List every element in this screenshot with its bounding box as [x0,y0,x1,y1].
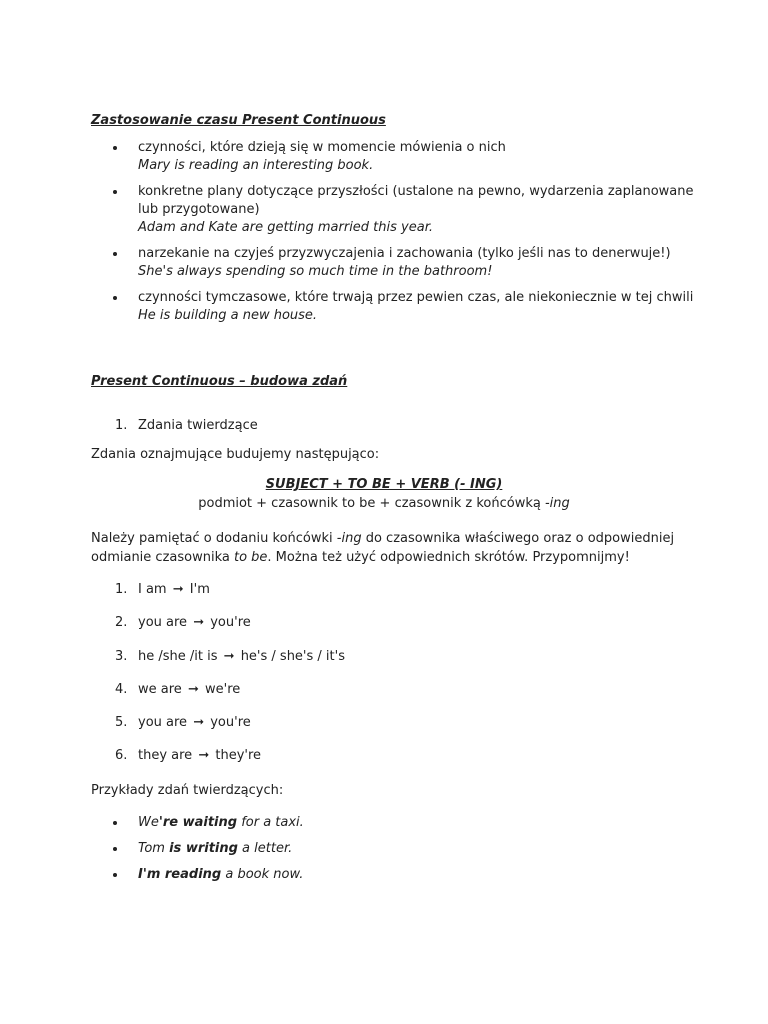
usage-example: She's always spending so much time in the bathroom! [138,264,493,279]
example-subject: We [138,815,159,830]
usage-example: He is building a new house. [138,308,318,323]
example-verb: is writing [169,841,238,856]
subsection-number: 1. [115,418,128,433]
short-form: I'm [189,582,210,597]
usage-example: Mary is reading an interesting book. [138,158,374,173]
contraction-item [115,648,345,666]
short-form: you're [210,715,251,730]
full-form: I am [138,582,167,597]
list-item [113,183,713,237]
example-subject: Tom [138,841,170,856]
arrow-icon: ➞ [193,615,205,630]
arrow-icon: ➞ [223,649,235,664]
note-suffix: -ing [336,531,362,546]
list-item [113,840,638,858]
list-item [113,245,713,281]
short-form: you're [210,615,251,630]
contraction-item [115,614,251,632]
list-item [113,139,713,175]
usage-text: konkretne plany dotyczące przyszłości (ustalone na pewno, wydarzenia zaplanowane lub przygotowane) [138,184,694,217]
contraction-item [115,581,210,599]
item-number: 3. [115,649,128,664]
examples-intro: Przykłady zdań twierdzących: [91,783,284,798]
contraction-item [115,681,240,699]
item-number: 4. [115,682,128,697]
example-rest: for a taxi. [237,815,304,830]
item-number: 6. [115,748,128,763]
subsection-affirmative [115,417,258,435]
full-form: you are [138,615,188,630]
full-form: he /she /it is [138,649,218,664]
intro-text: Zdania oznajmujące budujemy następująco: [91,447,380,462]
usage-list [113,139,713,333]
note-paragraph [91,529,691,567]
usage-text: czynności tymczasowe, które trwają przez pewien czas, ale niekoniecznie w tej chwili [138,290,694,305]
note-text: do czasownika właściwego oraz o odpowiedniej odmianie czasownika [91,531,675,565]
short-form: we're [204,682,241,697]
item-number: 5. [115,715,128,730]
note-tobe: to be [233,550,268,565]
arrow-icon: ➞ [172,582,184,597]
example-rest: a book now. [221,867,304,882]
usage-text: czynności, które dzieją się w momencie mówienia o nich [138,140,506,155]
list-item [113,814,638,832]
note-text: Należy pamiętać o dodaniu końcówki [91,531,337,546]
item-number: 2. [115,615,128,630]
example-rest: a letter. [237,841,293,856]
item-number: 1. [115,582,128,597]
arrow-icon: ➞ [187,682,199,697]
formula-main [0,477,768,492]
list-item [113,866,638,884]
arrow-icon: ➞ [198,748,210,763]
usage-example: Adam and Kate are getting married this year. [138,220,433,235]
section-heading-structure: Present Continuous – budowa zdań [91,374,348,389]
section-heading-usage: Zastosowanie czasu Present Continuous [91,113,386,128]
example-verb: I'm reading [138,867,222,882]
list-item [113,289,713,325]
formula-suffix: -ing [544,496,570,511]
usage-text: narzekanie na czyjeś przyzwyczajenia i zachowania (tylko jeśli nas to denerwuje!) [138,246,671,261]
short-form: he's / she's / it's [240,649,345,664]
full-form: we are [138,682,182,697]
contraction-item [115,747,261,765]
contraction-item [115,714,251,732]
formula-sub [0,496,768,511]
full-form: you are [138,715,188,730]
subsection-label: Zdania twierdzące [138,418,258,433]
formula: SUBJECT + TO BE + VERB (- ING) [265,477,503,492]
note-text: . Można też użyć odpowiednich skrótów. Przypomnijmy! [267,550,630,565]
full-form: they are [138,748,193,763]
short-form: they're [215,748,262,763]
formula-description: podmiot + czasownik to be + czasownik z końcówką [198,496,545,511]
example-verb: 're waiting [158,815,238,830]
arrow-icon: ➞ [193,715,205,730]
